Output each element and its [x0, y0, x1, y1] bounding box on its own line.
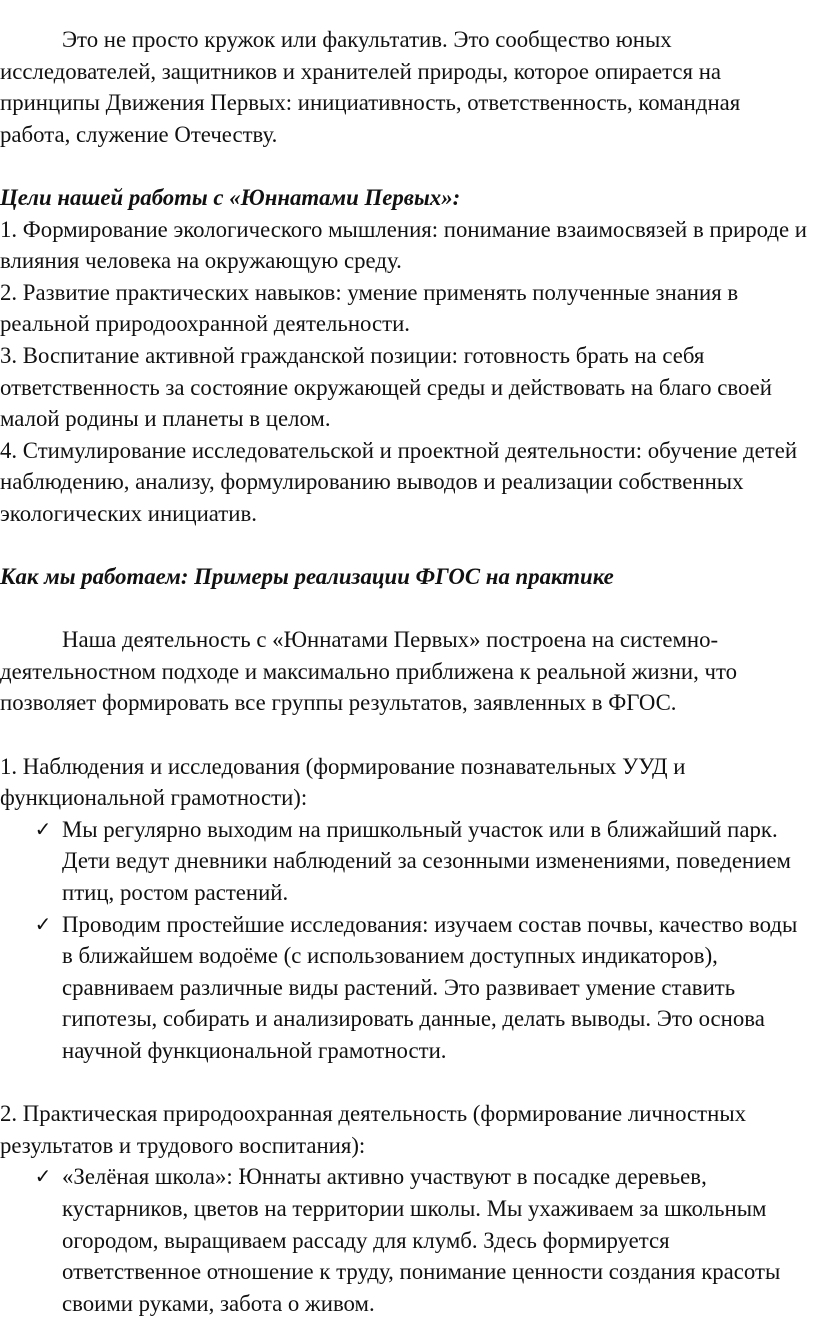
goal-item-2: 2. Развитие практических навыков: умение применять полученные знания в реальной природоохранной деятельности.: [0, 279, 739, 337]
goal-item-3: 3. Воспитание активной гражданской позиции: готовность брать на себя ответственность за состояние окружающей среды и действовать на благо своей малой родины и планеты в целом.: [0, 342, 772, 432]
goals-heading: Цели нашей работы с «Юннатами Первых»:: [0, 184, 461, 210]
list-item-text: «Зелёная школа»: Юннаты активно участвуют в посадке деревьев, кустарников, цветов на территории школы. Мы ухаживаем за школьным огородом, выращиваем рассаду для клумб. Здесь формируется ответственное отношение к труду, понимание ценности создания красоты своими руками, забота о живом.: [62, 1164, 781, 1316]
section-title-conservation: 2. Практическая природоохранная деятельность (формирование личностных результатов и трудового воспитания):: [0, 1101, 747, 1158]
intro-paragraph: Это не просто кружок или факультатив. Это сообщество юных исследователей, защитников и хранителей природы, которое опирается на принципы Движения Первых: инициативность, ответственность, командная работа, служение Отечеству.: [0, 27, 741, 147]
spacer: [0, 593, 812, 625]
goal-item-1: 1. Формирование экологического мышления: понимание взаимосвязей в природе и влияния человека на окружающую среду.: [0, 216, 807, 274]
list-item-text: Мы регулярно выходим на пришкольный участок или в ближайший парк. Дети ведут дневники наблюдений за сезонными изменениями, поведением птиц, ростом растений.: [62, 816, 791, 906]
check-icon: ✓: [34, 816, 52, 841]
list-item: [34, 814, 812, 909]
spacer: [0, 1067, 812, 1099]
document-page: [0, 24, 812, 1319]
practice-intro-paragraph: Наша деятельность с «Юннатами Первых» построена на системно-деятельностном подходе и максимально приближена к реальной жизни, что позволяет формировать все группы результатов, заявленных в ФГОС.: [0, 627, 738, 716]
list-item: [34, 1161, 812, 1319]
goal-item-4: 4. Стимулирование исследовательской и проектной деятельности: обучение детей наблюдению, анализу, формулированию выводов и реализации собственных экологических инициатив.: [0, 437, 798, 526]
section-title-observations: 1. Наблюдения и исследования (формирование познавательных УУД и функциональной грамотности):: [0, 753, 686, 811]
check-icon: ✓: [34, 1164, 52, 1189]
check-icon: ✓: [34, 911, 52, 936]
observations-list: [0, 814, 812, 1067]
conservation-list: [0, 1161, 812, 1319]
spacer: [0, 719, 812, 751]
spacer: [0, 530, 812, 562]
spacer: [0, 150, 812, 182]
practice-heading: Как мы работаем: Примеры реализации ФГОС на практике: [0, 564, 614, 590]
list-item-text: Проводим простейшие исследования: изучаем состав почвы, качество воды в ближайшем водоёме (с использованием доступных индикаторов), сравниваем различные виды растений. Это развивает умение ставить гипотезы, собирать и анализировать данные, делать выводы. Это основа научной функциональной грамотности.: [62, 911, 798, 1063]
list-item: [34, 909, 812, 1067]
